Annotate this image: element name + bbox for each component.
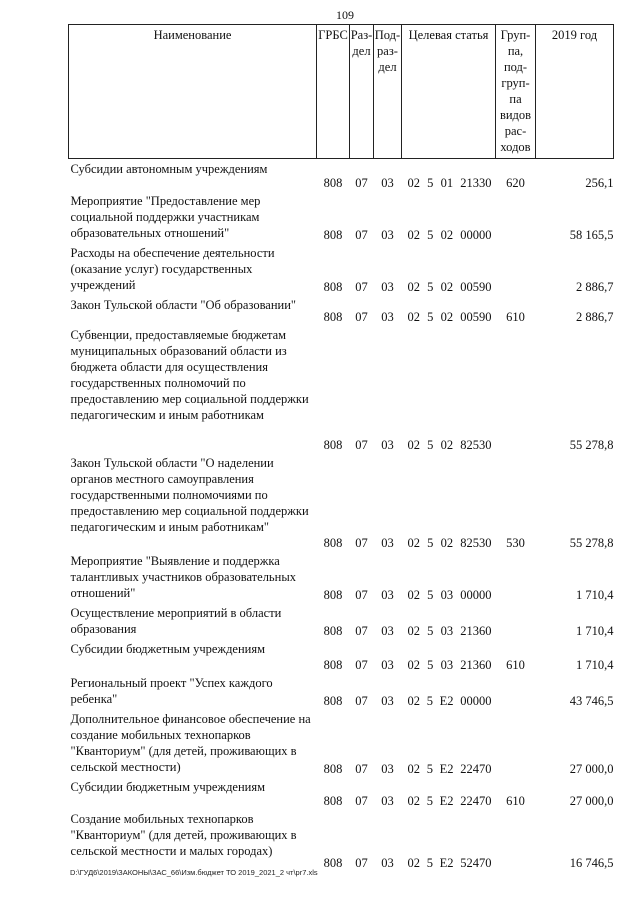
row-name: Мероприятие "Предоставление мер социальной поддержки участникам образовательных отношений" <box>70 193 261 240</box>
row-target <box>402 453 496 551</box>
table-row <box>69 243 614 295</box>
row-target <box>402 603 496 639</box>
table-row <box>69 295 614 325</box>
row-name: Субсидии бюджетным учреждениям <box>70 779 266 794</box>
row-sum: 58 165,5 <box>569 227 614 242</box>
row-target-part: 03 <box>440 657 454 672</box>
row-target-part: 02 <box>407 693 420 708</box>
row-target-part: 5 <box>427 437 434 452</box>
row-name: Мероприятие "Выявление и поддержка талантливых участников образовательных отношений" <box>70 553 296 600</box>
row-sum: 2 886,7 <box>576 309 614 324</box>
row-grbs: 808 <box>323 535 343 550</box>
row-group <box>496 709 536 777</box>
row-razdel: 07 <box>355 279 368 294</box>
row-target-part: 5 <box>427 535 434 550</box>
header-grbs: ГРБС <box>317 25 350 159</box>
row-target-part: 02 <box>407 437 420 452</box>
row-grbs: 808 <box>323 587 343 602</box>
row-razdel: 07 <box>355 657 368 672</box>
row-target-part: 5 <box>427 279 434 294</box>
row-razdel: 07 <box>355 175 368 190</box>
table-row <box>69 639 614 673</box>
row-target-part: 02 <box>440 437 454 452</box>
row-name: Субсидии автономным учреждениям <box>70 162 268 176</box>
row-target-part: 5 <box>426 693 433 708</box>
row-target-part: 02 <box>407 587 420 602</box>
row-grbs: 808 <box>323 227 343 242</box>
row-target-part: 22470 <box>460 761 492 776</box>
row-target-part: 5 <box>427 309 434 324</box>
row-target-part: 00000 <box>460 227 492 242</box>
row-target-part: 00590 <box>460 309 492 324</box>
row-name: Осуществление мероприятий в области образования <box>70 605 282 636</box>
row-target <box>402 639 496 673</box>
row-grbs: 808 <box>323 855 343 870</box>
row-group <box>496 551 536 603</box>
row-target-part: 5 <box>427 175 434 190</box>
row-razdel: 07 <box>355 535 368 550</box>
budget-table <box>68 24 614 871</box>
row-podrazdel: 03 <box>381 855 394 870</box>
row-target <box>402 809 496 871</box>
header-target: Целевая статья <box>402 25 496 159</box>
row-group: 610 <box>506 793 525 808</box>
row-razdel: 07 <box>355 227 368 242</box>
row-target <box>402 191 496 243</box>
row-target-part: 5 <box>427 657 434 672</box>
row-group: 610 <box>506 309 525 324</box>
row-podrazdel: 03 <box>381 309 394 324</box>
row-podrazdel: 03 <box>381 761 394 776</box>
row-target-part: E2 <box>439 693 454 708</box>
header-year: 2019 год <box>536 25 614 159</box>
row-podrazdel: 03 <box>381 175 394 190</box>
table-row <box>69 551 614 603</box>
file-path-footer: D:\ГУД6\2019\ЗАКОНЫ\ЗАС_66\Изм.бюджет ТО 2019_2021_2 чт\pr7.xls <box>70 868 318 877</box>
row-sum: 55 278,8 <box>569 535 614 550</box>
row-sum: 43 746,5 <box>569 693 614 708</box>
page-number: 109 <box>336 8 354 22</box>
row-target-part: 82530 <box>460 535 492 550</box>
row-target-part: 02 <box>440 279 454 294</box>
header-podrazdel: Под- раз- дел <box>374 25 402 159</box>
row-group: 620 <box>506 175 525 190</box>
row-group <box>496 243 536 295</box>
row-name: Субвенции, предоставляемые бюджетам муниципальных образований области из бюджета области для осуществления государственных полномочий по предоставлению мер социальной поддержки педагогическим и иным работникам <box>70 327 309 422</box>
row-group <box>496 673 536 709</box>
row-target-part: 5 <box>427 587 434 602</box>
row-target-part: 02 <box>407 535 420 550</box>
row-sum: 2 886,7 <box>576 279 614 294</box>
row-name: Расходы на обеспечение деятельности (оказание услуг) государственных учреждений <box>70 245 275 292</box>
row-target-part: 5 <box>427 227 434 242</box>
row-name: Закон Тульской области "Об образовании" <box>70 297 297 312</box>
row-sum: 27 000,0 <box>569 793 614 808</box>
row-podrazdel: 03 <box>381 587 394 602</box>
row-podrazdel: 03 <box>381 279 394 294</box>
table-row <box>69 325 614 453</box>
table-row <box>69 603 614 639</box>
header-group: Груп- па, под- груп- па видов рас- ходов <box>496 25 536 159</box>
row-sum: 55 278,8 <box>569 437 614 452</box>
row-target-part: 00590 <box>460 279 492 294</box>
table-row <box>69 191 614 243</box>
row-grbs: 808 <box>323 657 343 672</box>
row-group <box>496 809 536 871</box>
row-target-part: 00000 <box>460 587 492 602</box>
row-target-part: 02 <box>407 855 420 870</box>
row-target-part: 02 <box>407 657 420 672</box>
row-target-part: 02 <box>407 623 420 638</box>
row-sum: 16 746,5 <box>569 855 614 870</box>
row-target <box>402 243 496 295</box>
row-target-part: 00000 <box>460 693 492 708</box>
row-sum: 256,1 <box>585 175 614 190</box>
row-target-part: 52470 <box>460 855 492 870</box>
row-target <box>402 777 496 809</box>
row-grbs: 808 <box>323 793 343 808</box>
row-target-part: 21330 <box>460 175 492 190</box>
table-row <box>69 673 614 709</box>
row-razdel: 07 <box>355 793 368 808</box>
row-target-part: 22470 <box>460 793 492 808</box>
header-name: Наименование <box>69 25 317 159</box>
row-razdel: 07 <box>355 437 368 452</box>
row-group: 530 <box>506 535 525 550</box>
row-target-part: 82530 <box>460 437 492 452</box>
row-target-part: 03 <box>440 623 454 638</box>
row-target-part: 03 <box>440 587 454 602</box>
row-razdel: 07 <box>355 623 368 638</box>
row-target-part: 02 <box>440 227 454 242</box>
row-target <box>402 673 496 709</box>
row-group <box>496 325 536 453</box>
table-row <box>69 159 614 191</box>
row-group <box>496 603 536 639</box>
row-target-part: 02 <box>407 227 420 242</box>
row-group: 610 <box>506 657 525 672</box>
row-target-part: 21360 <box>460 657 492 672</box>
table-row <box>69 809 614 871</box>
row-podrazdel: 03 <box>381 535 394 550</box>
row-target-part: 02 <box>407 309 420 324</box>
row-target-part: 02 <box>440 309 454 324</box>
row-target-part: E2 <box>439 793 454 808</box>
table-row <box>69 709 614 777</box>
row-podrazdel: 03 <box>381 793 394 808</box>
row-grbs: 808 <box>323 761 343 776</box>
row-razdel: 07 <box>355 761 368 776</box>
row-grbs: 808 <box>323 279 343 294</box>
row-name: Закон Тульской области "О наделении органов местного самоуправления государственными полномочиями по предоставлению мер социальной поддержки педагогическим и иным работникам" <box>70 455 309 534</box>
row-target-part: E2 <box>439 761 454 776</box>
row-sum: 1 710,4 <box>576 657 614 672</box>
row-razdel: 07 <box>355 693 368 708</box>
row-target-part: 5 <box>426 793 433 808</box>
row-target <box>402 551 496 603</box>
row-sum: 1 710,4 <box>576 587 614 602</box>
row-podrazdel: 03 <box>381 623 394 638</box>
row-grbs: 808 <box>323 175 343 190</box>
row-target-part: 5 <box>427 623 434 638</box>
row-name: Субсидии бюджетным учреждениям <box>70 641 266 656</box>
row-sum: 27 000,0 <box>569 761 614 776</box>
row-podrazdel: 03 <box>381 693 394 708</box>
row-grbs: 808 <box>323 693 343 708</box>
table-row <box>69 777 614 809</box>
row-target-part: E2 <box>439 855 454 870</box>
row-sum: 1 710,4 <box>576 623 614 638</box>
row-name: Дополнительное финансовое обеспечение на создание мобильных технопарков "Кванториум" (для детей, проживающих в сельской местности) <box>70 711 311 774</box>
row-razdel: 07 <box>355 587 368 602</box>
row-target-part: 02 <box>407 761 420 776</box>
header-razdel: Раз- дел <box>350 25 374 159</box>
row-razdel: 07 <box>355 855 368 870</box>
row-name: Региональный проект "Успех каждого ребенка" <box>70 675 273 706</box>
row-group <box>496 191 536 243</box>
row-target-part: 5 <box>426 855 433 870</box>
row-target <box>402 159 496 191</box>
row-target-part: 01 <box>440 175 454 190</box>
row-target-part: 02 <box>407 279 420 294</box>
row-target-part: 02 <box>440 535 454 550</box>
row-target-part: 02 <box>407 793 420 808</box>
row-razdel: 07 <box>355 309 368 324</box>
row-grbs: 808 <box>323 309 343 324</box>
row-target-part: 02 <box>407 175 420 190</box>
table-row <box>69 453 614 551</box>
row-podrazdel: 03 <box>381 437 394 452</box>
row-name: Создание мобильных технопарков "Кванториум" (для детей, проживающих в сельской местности и малых городах) <box>70 811 297 858</box>
row-podrazdel: 03 <box>381 227 394 242</box>
row-target-part: 5 <box>426 761 433 776</box>
row-target <box>402 709 496 777</box>
row-target <box>402 325 496 453</box>
row-target <box>402 295 496 325</box>
row-grbs: 808 <box>323 623 343 638</box>
row-podrazdel: 03 <box>381 657 394 672</box>
row-target-part: 21360 <box>460 623 492 638</box>
row-grbs: 808 <box>323 437 343 452</box>
